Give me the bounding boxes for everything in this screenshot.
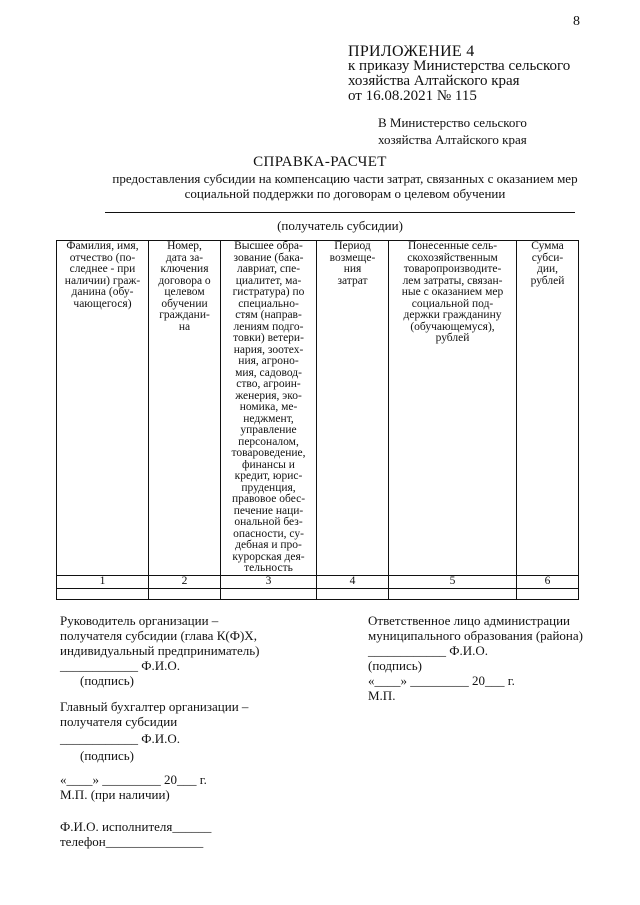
header-text-line: чающегося)	[73, 297, 132, 310]
accountant-line: Главный бухгалтер организации –	[60, 699, 249, 714]
header-text-line: дии,	[536, 263, 559, 275]
header-text-line: дебная и про-	[235, 539, 302, 551]
header-text-line: кредит, юрис-	[234, 470, 303, 482]
header-text-line: ния, агроно-	[238, 355, 299, 367]
header-text-line: возмеще-	[329, 251, 376, 264]
header-text-line: отчество (по-	[69, 251, 136, 264]
header-text-line: тельность	[244, 562, 293, 574]
header-text-line: зование (бака-	[233, 251, 304, 264]
header-text-line: нария, зоотех-	[233, 343, 304, 356]
head-name-blank: ____________ Ф.И.О.	[60, 658, 181, 673]
head-line: получателя субсидии (глава К(Ф)Х,	[60, 628, 257, 643]
seal-label: М.П. (при наличии)	[60, 787, 170, 802]
recipient-label: (получатель субсидии)	[277, 218, 403, 233]
table-cell	[57, 588, 149, 599]
subtitle-line: предоставления субсидии на компенсацию части затрат, связанных с оказанием мер	[112, 171, 578, 186]
subtitle-line: социальной поддержки по договорам о целевом обучении	[184, 186, 506, 201]
document-subtitle	[110, 171, 580, 201]
header-cell	[389, 241, 517, 576]
admin-seal-label: М.П.	[368, 688, 396, 703]
admin-line: муниципального образования (района)	[368, 628, 583, 643]
head-signature-block	[60, 613, 260, 688]
header-text-line: финансы и	[242, 458, 295, 471]
header-text-line: Номер,	[167, 240, 202, 252]
header-text-line: скохозяйственным	[407, 251, 498, 264]
header-text-line: персоналом,	[238, 435, 299, 448]
header-cell	[57, 241, 149, 576]
header-text-line: данина (обу-	[71, 286, 134, 298]
header-cell	[149, 241, 221, 576]
phone-line: телефон_______________	[60, 834, 204, 849]
header-cell	[221, 241, 317, 576]
admin-line: Ответственное лицо администрации	[368, 613, 571, 628]
table-cell	[517, 588, 579, 599]
header-text-line: специально-	[238, 297, 299, 310]
page-number: 8	[573, 14, 580, 29]
header-text-line: Сумма	[531, 240, 564, 252]
header-text-line: на	[178, 320, 191, 333]
table-row	[57, 588, 579, 599]
header-text-line: неджмент,	[243, 412, 294, 425]
admin-date-line: «____» _________ 20___ г.	[368, 673, 515, 688]
column-number: 3	[221, 575, 317, 588]
header-text-line: Понесенные сель-	[407, 240, 498, 252]
header-text-line: субси-	[531, 251, 564, 264]
column-number-row	[57, 575, 579, 588]
column-number: 5	[389, 575, 517, 588]
appendix-line: к приказу Министерства сельского	[348, 58, 571, 74]
header-text-line: лавриат, спе-	[236, 263, 301, 275]
header-text-line: курорская дея-	[232, 550, 305, 563]
header-text-line: циалитет, ма-	[235, 274, 302, 287]
header-text-line: держки гражданину	[403, 309, 502, 321]
admin-signature-block	[368, 613, 583, 703]
header-text-line: затрат	[337, 274, 368, 287]
header-text-line: товаропроизводите-	[403, 263, 502, 275]
accountant-line: получателя субсидии	[60, 714, 178, 729]
appendix-line: от 16.08.2021 № 115	[348, 88, 477, 104]
header-text-line: наличии) граж-	[64, 274, 141, 287]
header-text-line: товки) ветери-	[233, 332, 304, 344]
head-sign-label: (подпись)	[80, 673, 134, 688]
header-text-line: ональной без-	[234, 516, 303, 528]
addressee-line: хозяйства Алтайского края	[378, 132, 527, 147]
header-text-line: договора о	[158, 274, 211, 287]
header-text-line: граждани-	[159, 309, 210, 321]
header-text-line: Фамилия, имя,	[66, 240, 139, 252]
table-cell	[221, 588, 317, 599]
accountant-name-blank: ____________ Ф.И.О.	[60, 731, 181, 746]
header-text-line: ключения	[160, 263, 209, 275]
calculation-table	[56, 240, 579, 600]
table-header-row	[57, 241, 579, 576]
head-line: индивидуальный предприниматель)	[60, 643, 260, 658]
header-text-line: ные с оказанием мер	[401, 286, 504, 298]
appendix-line: хозяйства Алтайского края	[348, 73, 520, 89]
addressee-block	[378, 114, 527, 148]
executor-block	[60, 819, 211, 849]
header-text-line: лем затраты, связан-	[402, 274, 503, 287]
table-cell	[317, 588, 389, 599]
accountant-sign-label: (подпись)	[80, 748, 134, 763]
header-text-line: ния	[343, 263, 362, 275]
recipient-line	[105, 212, 575, 213]
header-text-line: (обучающемуся),	[410, 320, 495, 333]
header-text-line: дата за-	[165, 251, 204, 264]
header-text-line: гистратура) по	[232, 286, 305, 298]
column-number: 2	[149, 575, 221, 588]
column-number: 4	[317, 575, 389, 588]
appendix-block	[348, 44, 570, 104]
executor-line: Ф.И.О. исполнителя______	[60, 819, 212, 834]
header-text-line: обучении	[161, 297, 208, 310]
header-text-line: стям (направ-	[235, 309, 302, 321]
header-text-line: социальной под-	[411, 297, 494, 310]
header-text-line: мия, садовод-	[235, 366, 302, 379]
header-text-line: опасности, су-	[233, 527, 304, 540]
table-cell	[149, 588, 221, 599]
header-text-line: рублей	[435, 332, 470, 344]
head-line: Руководитель организации –	[60, 613, 219, 628]
document-title: СПРАВКА-РАСЧЕТ	[253, 154, 387, 170]
header-text-line: печение наци-	[233, 504, 304, 517]
column-number: 6	[517, 575, 579, 588]
header-text-line: женерия, эко-	[235, 389, 302, 402]
admin-sign-label: (подпись)	[368, 658, 422, 673]
header-text-line: товароведение,	[231, 447, 306, 459]
header-text-line: ство, агроин-	[236, 378, 301, 390]
date-seal-block	[60, 772, 207, 802]
header-text-line: Период	[334, 240, 371, 252]
header-cell	[517, 241, 579, 576]
accountant-signature-block	[60, 699, 248, 763]
header-text-line: управление	[240, 424, 297, 436]
header-text-line: номика, ме-	[239, 401, 298, 413]
header-cell	[317, 241, 389, 576]
header-text-line: Высшее обра-	[234, 240, 303, 252]
header-text-line: следнее - при	[69, 263, 136, 275]
appendix-title: ПРИЛОЖЕНИЕ 4	[348, 43, 475, 60]
admin-name-blank: ____________ Ф.И.О.	[368, 643, 489, 658]
date-line: «____» _________ 20___ г.	[60, 772, 207, 787]
table-cell	[389, 588, 517, 599]
header-text-line: правовое обес-	[231, 493, 306, 505]
column-number: 1	[57, 575, 149, 588]
header-text-line: пруденция,	[241, 481, 296, 494]
header-text-line: рублей	[530, 274, 565, 287]
addressee-line: В Министерство сельского	[378, 115, 527, 130]
header-text-line: лениям подго-	[233, 320, 304, 333]
header-text-line: целевом	[164, 286, 205, 298]
